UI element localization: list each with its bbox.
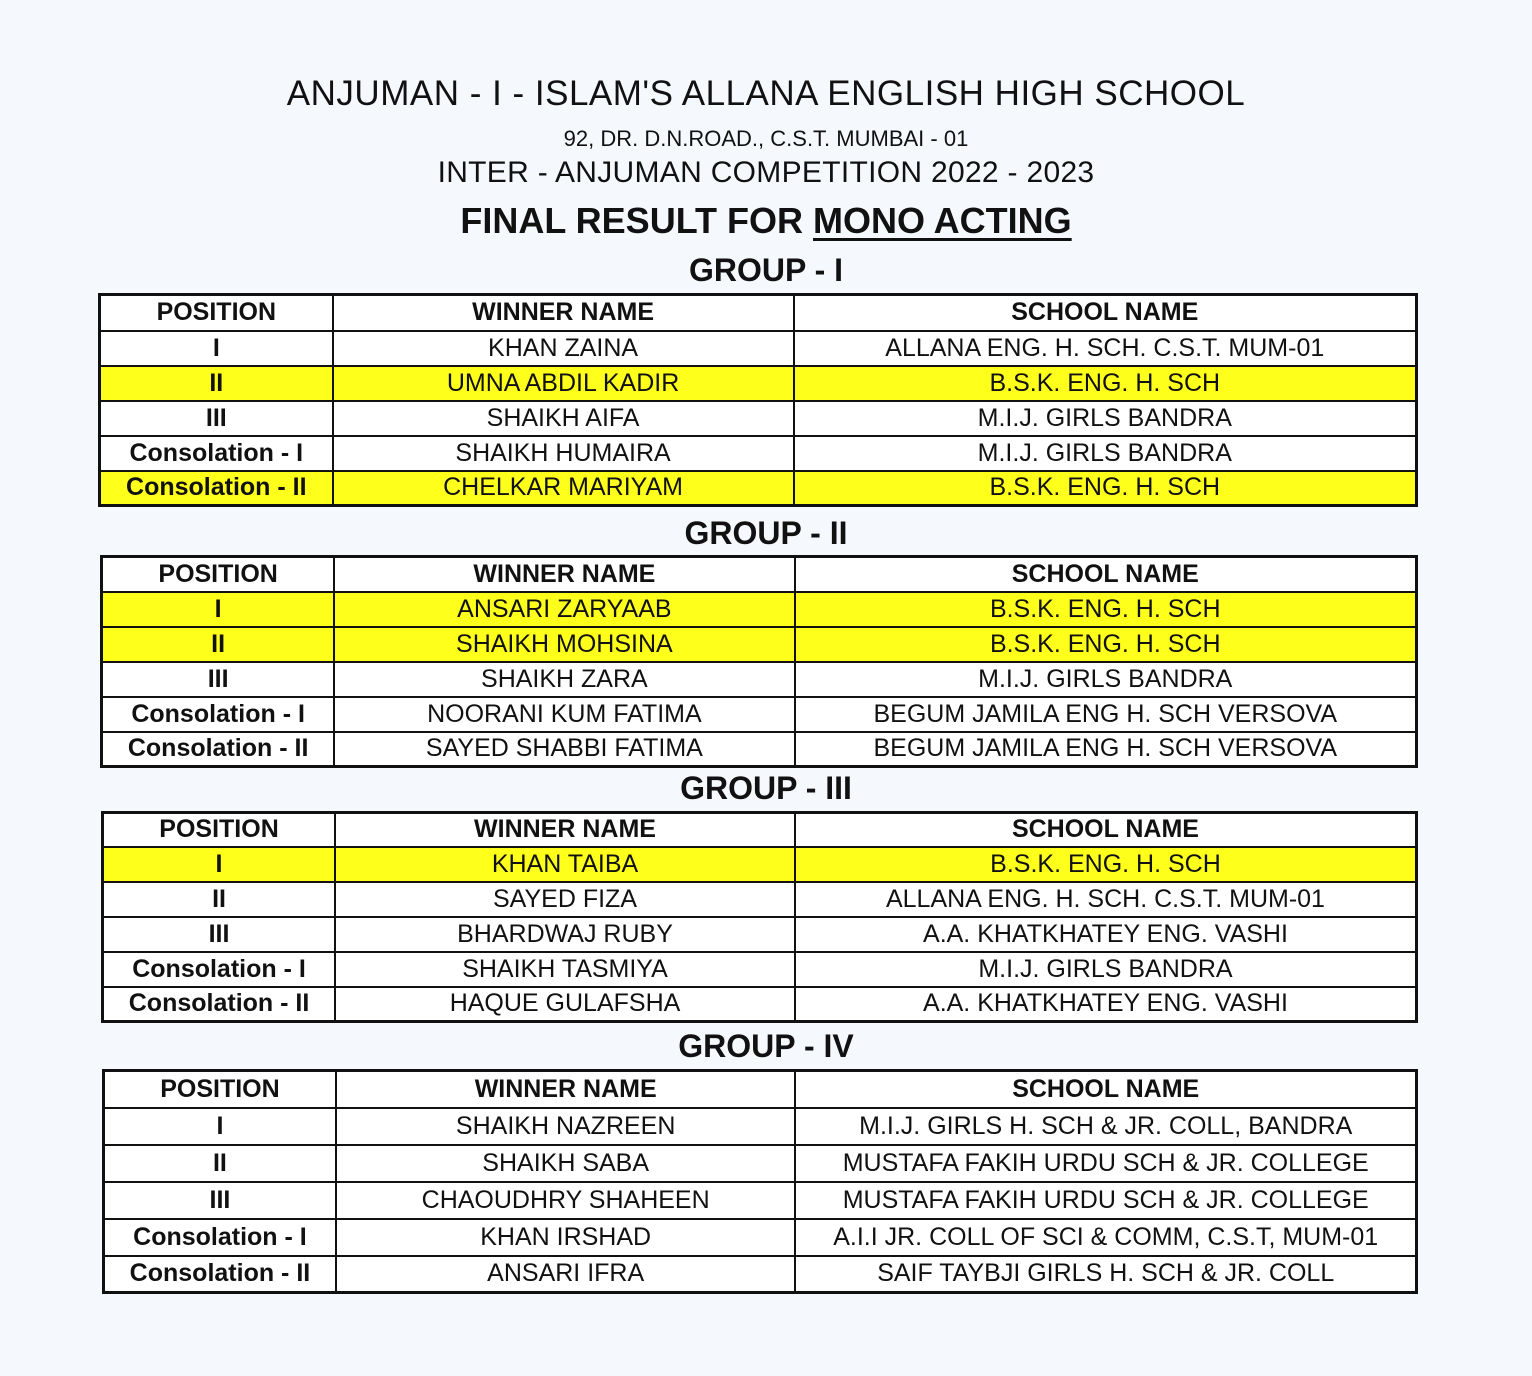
position-cell: Consolation - II (104, 1256, 336, 1293)
position-cell: II (100, 366, 333, 401)
position-cell: Consolation - I (104, 1219, 336, 1256)
position-cell: III (103, 917, 336, 952)
school-name-cell: M.I.J. GIRLS H. SCH & JR. COLL, BANDRA (795, 1108, 1416, 1145)
school-name-cell: M.I.J. GIRLS BANDRA (794, 401, 1417, 436)
school-name-cell: MUSTAFA FAKIH URDU SCH & JR. COLLEGE (795, 1145, 1416, 1182)
table-row (104, 1219, 1417, 1256)
table-header-row (100, 295, 1417, 331)
winner-name-cell: SHAIKH TASMIYA (335, 952, 795, 987)
winner-name-cell: SHAIKH SABA (336, 1145, 796, 1182)
results-table (100, 555, 1418, 768)
results-table (101, 811, 1418, 1023)
position-cell: Consolation - I (100, 436, 333, 471)
position-column-header: POSITION (100, 295, 333, 331)
position-column-header: POSITION (102, 557, 335, 592)
position-cell: I (103, 847, 336, 882)
table-row (102, 732, 1417, 767)
table-row (103, 987, 1417, 1022)
winner-name-cell: ANSARI IFRA (336, 1256, 796, 1293)
table-row (100, 436, 1417, 471)
winner-name-cell: KHAN ZAINA (333, 331, 794, 366)
winner-name-cell: KHAN IRSHAD (336, 1219, 796, 1256)
school-name-column-header: SCHOOL NAME (795, 1071, 1416, 1108)
winner-name-cell: SHAIKH HUMAIRA (333, 436, 794, 471)
position-cell: II (104, 1145, 336, 1182)
winner-name-cell: SAYED FIZA (335, 882, 795, 917)
school-name-column-header: SCHOOL NAME (794, 295, 1417, 331)
school-name-cell: ALLANA ENG. H. SCH. C.S.T. MUM-01 (795, 882, 1417, 917)
table-header-row (103, 813, 1417, 847)
school-name-column-header: SCHOOL NAME (795, 557, 1417, 592)
table-row (103, 952, 1417, 987)
competition-title: INTER - ANJUMAN COMPETITION 2022 - 2023 (437, 156, 1095, 189)
school-name-cell: BEGUM JAMILA ENG H. SCH VERSOVA (795, 697, 1417, 732)
position-cell: I (100, 331, 333, 366)
position-cell: Consolation - II (103, 987, 336, 1022)
school-name-cell: M.I.J. GIRLS BANDRA (795, 952, 1417, 987)
winner-name-cell: SHAIKH MOHSINA (334, 627, 794, 662)
school-name-cell: B.S.K. ENG. H. SCH (794, 471, 1417, 506)
position-cell: Consolation - II (102, 732, 335, 767)
position-column-header: POSITION (103, 813, 336, 847)
winner-name-column-header: WINNER NAME (336, 1071, 796, 1108)
school-name-column-header: SCHOOL NAME (795, 813, 1417, 847)
position-cell: Consolation - I (102, 697, 335, 732)
table-row (103, 917, 1417, 952)
school-name-cell: B.S.K. ENG. H. SCH (794, 366, 1417, 401)
position-cell: I (102, 592, 335, 627)
table-row (100, 401, 1417, 436)
school-name-cell: A.A. KHATKHATEY ENG. VASHI (795, 987, 1417, 1022)
winner-name-column-header: WINNER NAME (334, 557, 794, 592)
position-column-header: POSITION (104, 1071, 336, 1108)
winner-name-cell: SHAIKH ZARA (334, 662, 794, 697)
winner-name-cell: CHAOUDHRY SHAHEEN (336, 1182, 796, 1219)
winner-name-cell: HAQUE GULAFSHA (335, 987, 795, 1022)
group-title: GROUP - I (688, 252, 844, 288)
school-name-cell: BEGUM JAMILA ENG H. SCH VERSOVA (795, 732, 1417, 767)
table-row (100, 331, 1417, 366)
winner-name-cell: KHAN TAIBA (335, 847, 795, 882)
position-cell: II (103, 882, 336, 917)
winner-name-cell: SHAIKH AIFA (333, 401, 794, 436)
group-title: GROUP - II (684, 515, 848, 551)
table-row (104, 1145, 1417, 1182)
table-row (102, 627, 1417, 662)
school-name-cell: M.I.J. GIRLS BANDRA (794, 436, 1417, 471)
winner-name-cell: ANSARI ZARYAAB (334, 592, 794, 627)
table-row (104, 1182, 1417, 1219)
table-row (104, 1256, 1417, 1293)
result-title-prefix: FINAL RESULT FOR (460, 200, 813, 241)
school-name-cell: ALLANA ENG. H. SCH. C.S.T. MUM-01 (794, 331, 1417, 366)
school-name-cell: B.S.K. ENG. H. SCH (795, 592, 1417, 627)
winner-name-column-header: WINNER NAME (333, 295, 794, 331)
school-name-cell: SAIF TAYBJI GIRLS H. SCH & JR. COLL (795, 1256, 1416, 1293)
table-row (100, 471, 1417, 506)
school-name-cell: A.A. KHATKHATEY ENG. VASHI (795, 917, 1417, 952)
result-title (0, 200, 1532, 242)
winner-name-cell: SAYED SHABBI FATIMA (334, 732, 794, 767)
table-row (102, 592, 1417, 627)
school-name-heading: ANJUMAN - I - ISLAM'S ALLANA ENGLISH HIGH SCHOOL (286, 74, 1246, 113)
position-cell: Consolation - I (103, 952, 336, 987)
event-name: MONO ACTING (813, 200, 1072, 241)
table-row (102, 662, 1417, 697)
position-cell: II (102, 627, 335, 662)
school-name-cell: M.I.J. GIRLS BANDRA (795, 662, 1417, 697)
school-name-cell: B.S.K. ENG. H. SCH (795, 847, 1417, 882)
group-title: GROUP - IV (678, 1028, 854, 1064)
table-row (100, 366, 1417, 401)
position-cell: III (104, 1182, 336, 1219)
position-cell: Consolation - II (100, 471, 333, 506)
position-cell: I (104, 1108, 336, 1145)
school-name-cell: A.I.I JR. COLL OF SCI & COMM, C.S.T, MUM-01 (795, 1219, 1416, 1256)
position-cell: III (102, 662, 335, 697)
table-header-row (102, 557, 1417, 592)
position-cell: III (100, 401, 333, 436)
school-address: 92, DR. D.N.ROAD., C.S.T. MUMBAI - 01 (563, 126, 969, 151)
table-header-row (104, 1071, 1417, 1108)
results-table (98, 293, 1418, 507)
results-table (102, 1069, 1418, 1294)
winner-name-cell: NOORANI KUM FATIMA (334, 697, 794, 732)
winner-name-column-header: WINNER NAME (335, 813, 795, 847)
table-row (102, 697, 1417, 732)
winner-name-cell: SHAIKH NAZREEN (336, 1108, 796, 1145)
winner-name-cell: UMNA ABDIL KADIR (333, 366, 794, 401)
winner-name-cell: CHELKAR MARIYAM (333, 471, 794, 506)
table-row (103, 847, 1417, 882)
group-title: GROUP - III (680, 770, 852, 806)
table-row (104, 1108, 1417, 1145)
winner-name-cell: BHARDWAJ RUBY (335, 917, 795, 952)
table-row (103, 882, 1417, 917)
school-name-cell: B.S.K. ENG. H. SCH (795, 627, 1417, 662)
school-name-cell: MUSTAFA FAKIH URDU SCH & JR. COLLEGE (795, 1182, 1416, 1219)
